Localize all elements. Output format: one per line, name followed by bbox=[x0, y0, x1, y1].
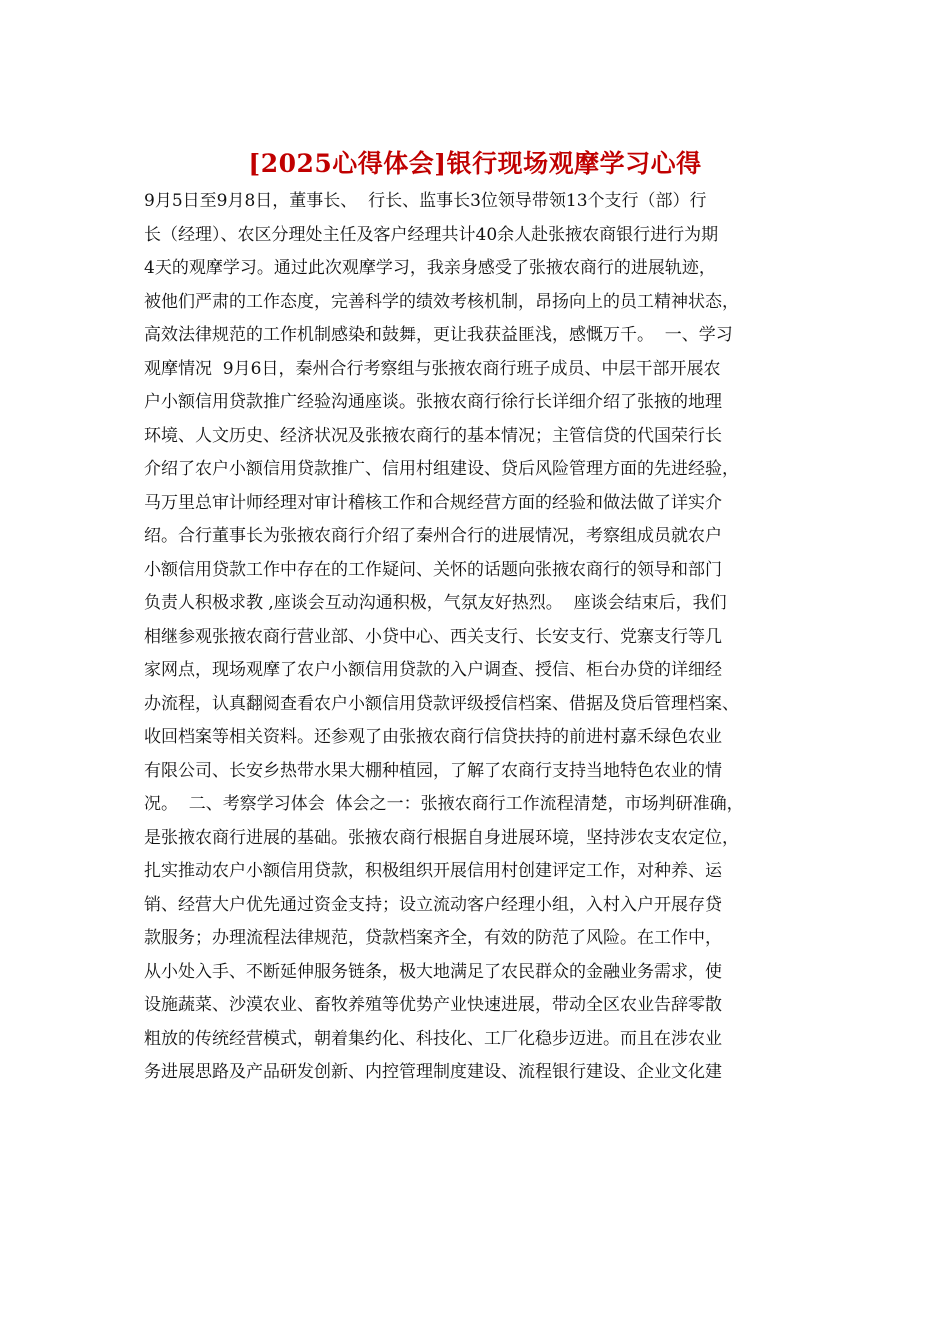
body-text-line: 长（经理）、农区分理处主任及客户经理共计40余人赴张掖农商银行进行为期 bbox=[144, 224, 719, 245]
body-text-line: 是张掖农商行进展的基础。张掖农商行根据自身进展环境，坚持涉农支农定位， bbox=[144, 827, 739, 848]
body-text-line: 办流程，认真翻阅查看农户小额信用贷款评级授信档案、借据及贷后管理档案、 bbox=[144, 693, 739, 714]
body-text-line: 9月5日至9月8日，董事长、 行长、监事长3位领导带领13个支行（部）行 bbox=[144, 191, 707, 211]
document-title: [2025心得体会]银行现场观摩学习心得 bbox=[248, 149, 702, 178]
body-text-line: 粗放的传统经营模式，朝着集约化、科技化、工厂化稳步迈进。而且在涉农业 bbox=[144, 1028, 722, 1049]
body-text-line: 况。 二、考察学习体会 体会之一：张掖农商行工作流程清楚，市场判研准确， bbox=[144, 794, 744, 814]
body-text-line: 从小处入手、不断延伸服务链条，极大地满足了农民群众的金融业务需求，使 bbox=[144, 961, 722, 982]
body-text-line: 负责人积极求教 ,座谈会互动沟通积极，气氛友好热烈。 座谈会结束后，我们 bbox=[144, 593, 727, 613]
body-text-line: 家网点，现场观摩了农户小额信用贷款的入户调查、授信、柜台办贷的详细经 bbox=[144, 660, 722, 680]
body-text-line: 4天的观摩学习。通过此次观摩学习，我亲身感受了张掖农商行的进展轨迹， bbox=[144, 258, 716, 278]
body-text-line: 相继参观张掖农商行营业部、小贷中心、西关支行、长安支行、党寨支行等几 bbox=[144, 626, 722, 647]
body-text-line: 收回档案等相关资料。还参观了由张掖农商行信贷扶持的前进村嘉禾绿色农业 bbox=[144, 727, 722, 747]
body-text-line: 环境、人文历史、经济状况及张掖农商行的基本情况；主管信贷的代国荣行长 bbox=[144, 425, 722, 446]
body-text-line: 小额信用贷款工作中存在的工作疑问、关怀的话题向张掖农商行的领导和部门 bbox=[144, 559, 722, 580]
body-text-line: 销、经营大户优先通过资金支持；设立流动客户经理小组，入村入户开展存贷 bbox=[144, 894, 722, 915]
body-text-line: 扎实推动农户小额信用贷款，积极组织开展信用村创建评定工作，对种养、运 bbox=[144, 861, 722, 881]
body-text-line: 介绍了农户小额信用贷款推广、信用村组建设、贷后风险管理方面的先进经验， bbox=[144, 459, 739, 479]
body-text-line: 户小额信用贷款推广经验沟通座谈。张掖农商行徐行长详细介绍了张掖的地理 bbox=[144, 392, 722, 412]
body-text-line: 马万里总审计师经理对审计稽核工作和合规经营方面的经验和做法做了详实介 bbox=[144, 492, 722, 513]
body-text-line: 款服务；办理流程法律规范，贷款档案齐全，有效的防范了风险。在工作中， bbox=[144, 928, 722, 948]
body-text-line: 高效法律规范的工作机制感染和鼓舞，更让我获益匪浅，感慨万千。 一、学习 bbox=[144, 325, 733, 345]
body-text-line: 务进展思路及产品研发创新、内控管理制度建设、流程银行建设、企业文化建 bbox=[144, 1062, 722, 1082]
body-text-line: 观摩情况 9月6日，秦州合行考察组与张掖农商行班子成员、中层干部开展农 bbox=[144, 358, 721, 379]
body-text-line: 设施蔬菜、沙漠农业、畜牧养殖等优势产业快速进展，带动全区农业告辞零散 bbox=[144, 995, 722, 1015]
body-text-line: 有限公司、长安乡热带水果大棚种植园，了解了农商行支持当地特色农业的情 bbox=[144, 760, 722, 781]
document-body bbox=[144, 185, 814, 1090]
body-text-line: 绍。合行董事长为张掖农商行介绍了秦州合行的进展情况，考察组成员就农户 bbox=[144, 526, 722, 546]
body-text-line: 被他们严肃的工作态度，完善科学的绩效考核机制，昂扬向上的员工精神状态， bbox=[144, 291, 739, 312]
